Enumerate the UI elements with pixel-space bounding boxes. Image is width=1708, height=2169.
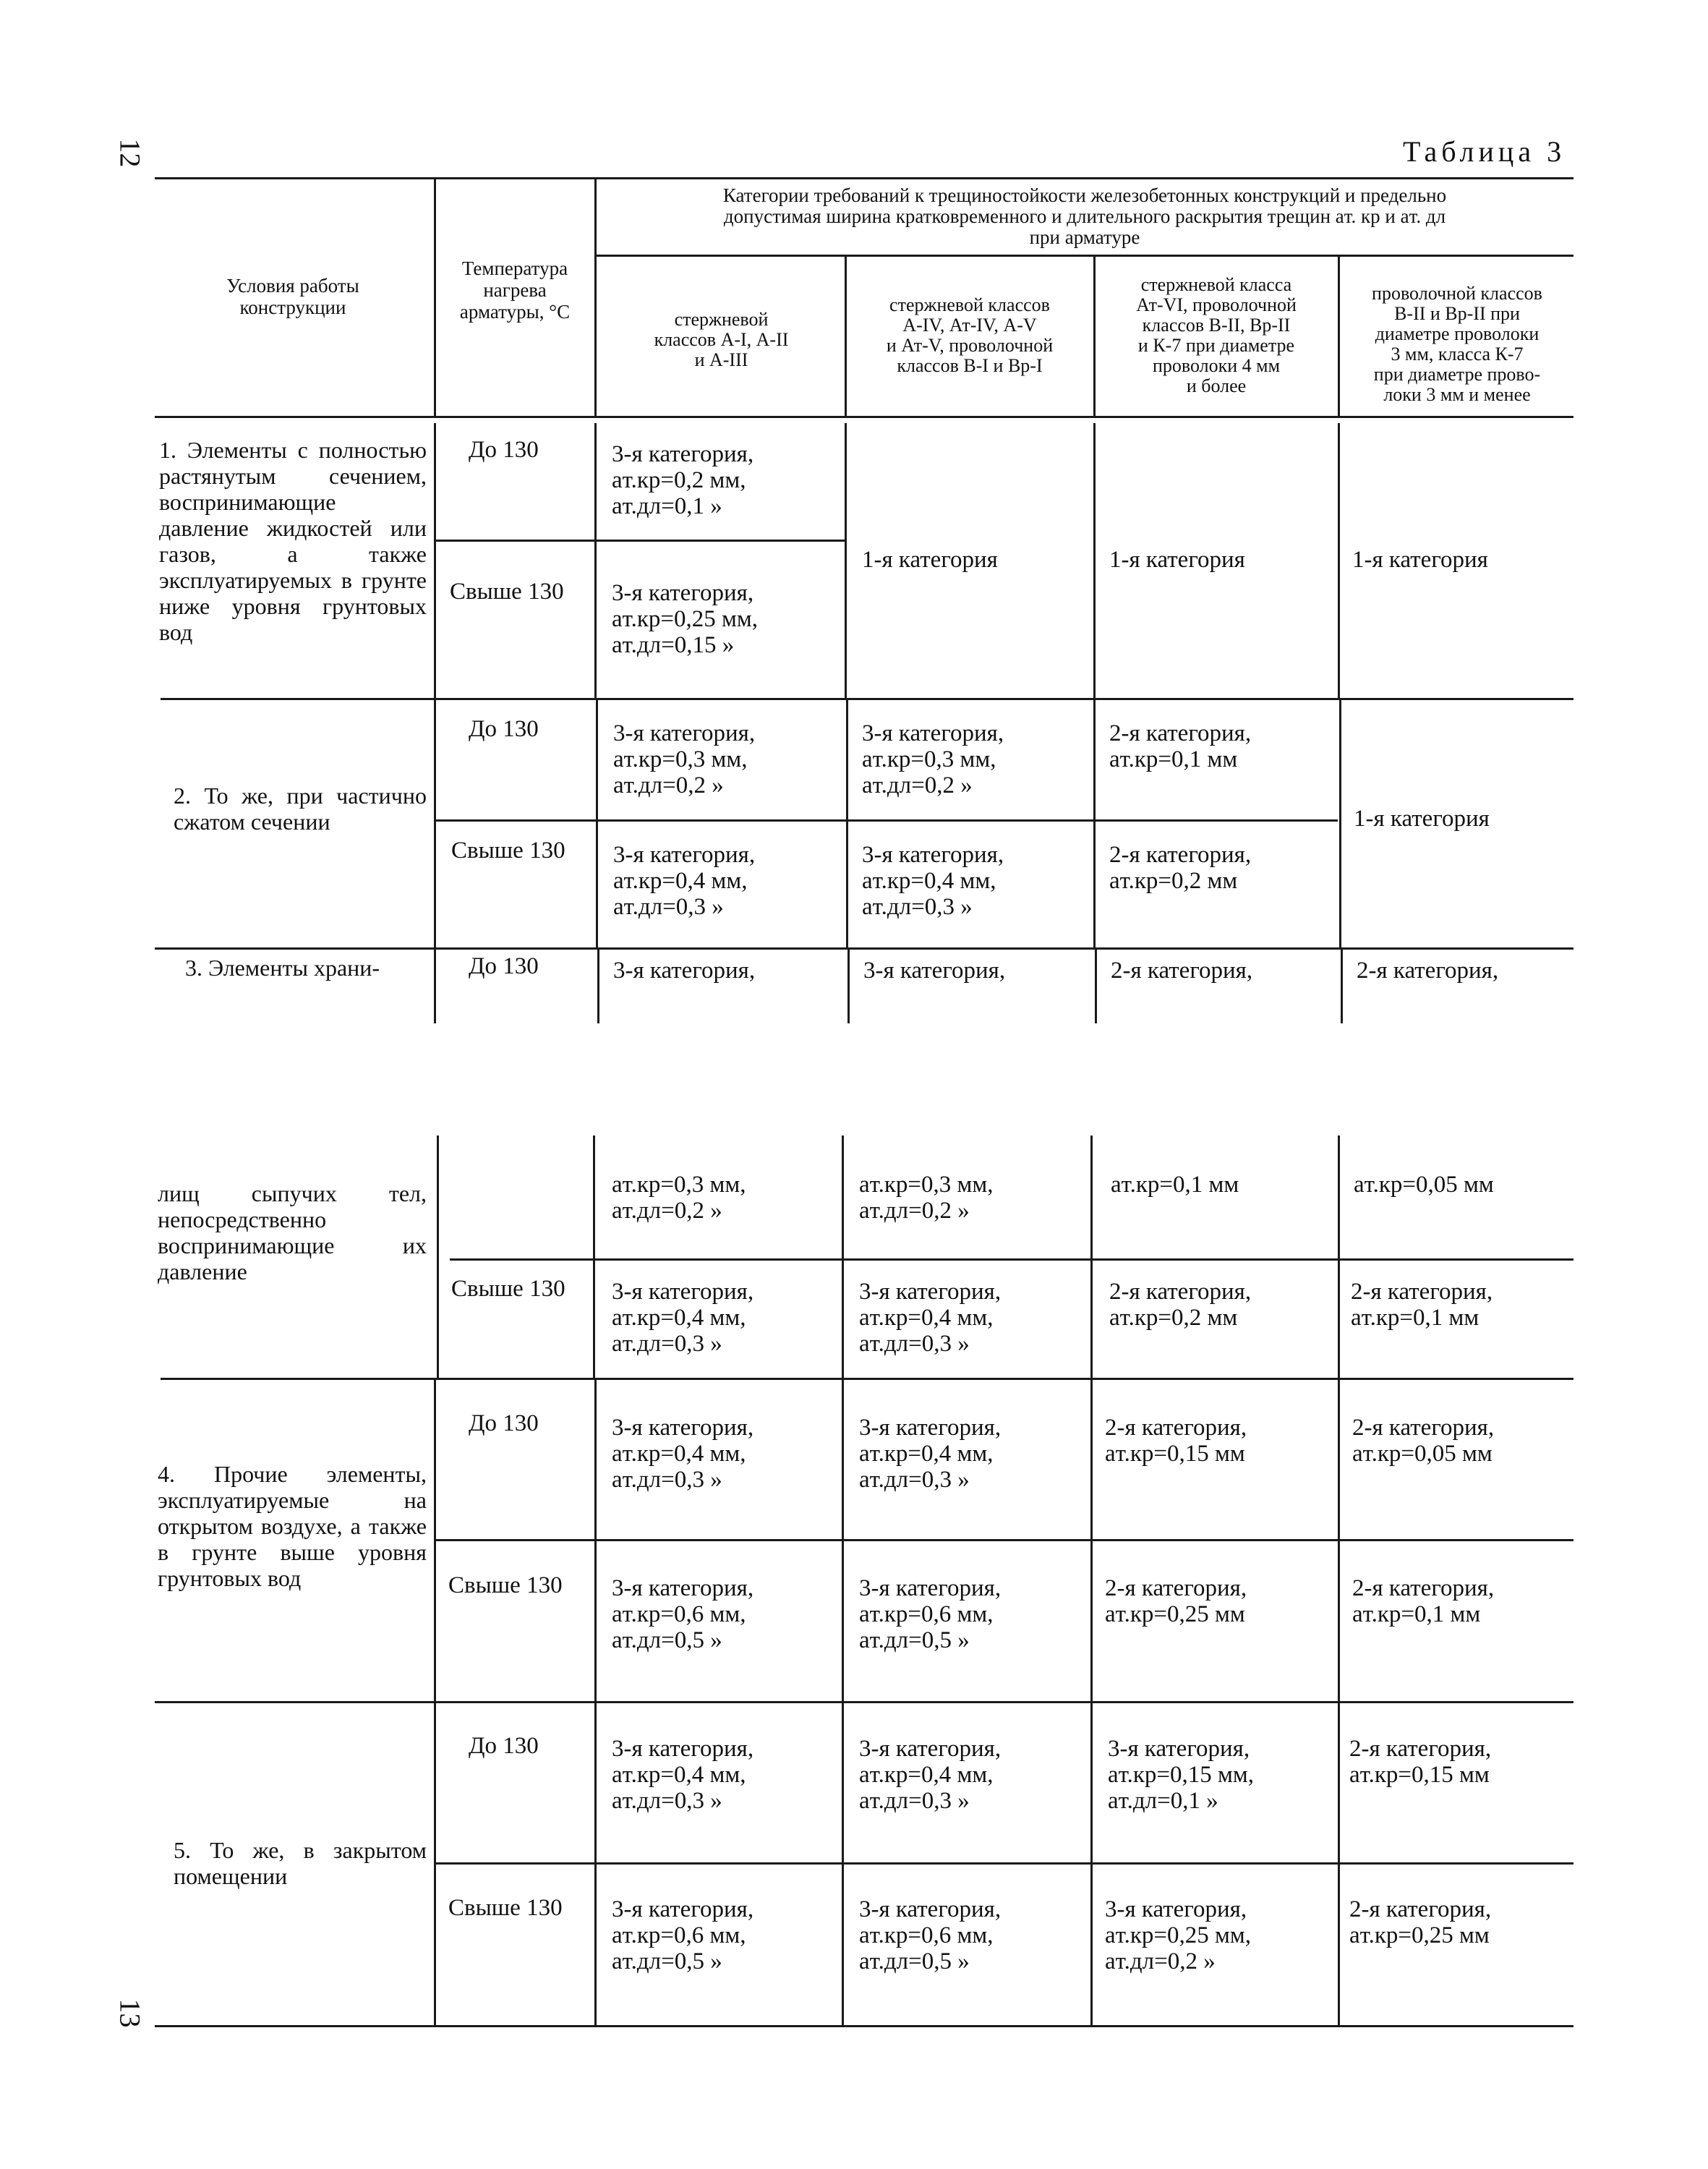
rule-bottom — [155, 2025, 1574, 2027]
vline-h-temp — [434, 179, 436, 416]
row3-c4-top: 2-я категория, — [1357, 958, 1499, 984]
vline-r4-c1 — [594, 1380, 597, 1701]
row4-c1-2: 3-я категория, aт.кр=0,6 мм, aт.дл=0,5 » — [612, 1575, 754, 1653]
vline-r3b-temp — [437, 1135, 439, 1378]
vline-r2-c1 — [596, 700, 598, 947]
vline-r4-c2 — [842, 1380, 844, 1701]
rule-r1-mid — [435, 540, 845, 542]
row1-condition: 1. Элементы с полностью растянутым сечением, воспринимающие давление жидкостей или газов, а также эксплуатируемых в грунте ниже уровня грунтовых вод — [159, 437, 427, 645]
row2-temp-2: Свыше 130 — [451, 838, 565, 864]
vline-r5-c4 — [1338, 1703, 1340, 2025]
rule-r1-bottom — [161, 698, 1574, 700]
vline-r1-c3 — [1093, 423, 1096, 698]
row4-condition: 4. Прочие элементы, эксплуатируемые на открытом воздухе, а также в грунте выше уровня грунтовых вод — [158, 1461, 427, 1591]
vline-r3b-c1 — [593, 1135, 595, 1378]
row2-c4-merged: 1-я категория — [1354, 806, 1490, 832]
vline-r5-c1 — [594, 1703, 597, 2025]
vline-r3a-c4 — [1341, 950, 1343, 1023]
row4-c2-2: 3-я категория, aт.кр=0,6 мм, aт.дл=0,5 » — [859, 1575, 1002, 1653]
vline-r5-temp — [434, 1703, 436, 2025]
page-number-top: 12 — [114, 138, 147, 168]
row5-c4-1: 2-я категория, aт.кр=0,15 мм — [1349, 1736, 1492, 1788]
header-col4: проволочной классов В-II и Вр-II при диаметре проволоки 3 мм, класса К-7 при диаметре прово- локи 3 мм и менее — [1372, 283, 1542, 405]
vline-r3a-c2 — [847, 950, 850, 1023]
vline-r2-c2 — [846, 700, 848, 947]
header-col3: стержневой класса Ат-VI, проволочной классов В-II, Вр-II и К-7 при диаметре проволоки 4 мм и более — [1136, 274, 1297, 396]
vline-r5-c3 — [1090, 1703, 1093, 2025]
row5-c2-2: 3-я категория, aт.кр=0,6 мм, aт.дл=0,5 » — [859, 1896, 1002, 1974]
row4-temp-1: До 130 — [469, 1410, 539, 1436]
page-number-bottom: 13 — [114, 1998, 147, 2028]
vline-r3a-c1 — [597, 950, 599, 1023]
row5-c3-2: 3-я категория, aт.кр=0,25 мм, aт.дл=0,2 » — [1105, 1896, 1251, 1974]
row3-c3-1: aт.кр=0,1 мм — [1111, 1172, 1239, 1198]
vline-r3b-c4 — [1338, 1135, 1340, 1378]
row3-c2-top: 3-я категория, — [863, 958, 1006, 984]
row3-condition-part2: лищ сыпучих тел, непосредственно воспринимающие их давление — [158, 1180, 427, 1284]
rule-r5-mid — [435, 1862, 1574, 1865]
row5-c3-1: 3-я категория, aт.кр=0,15 мм, aт.дл=0,1 » — [1108, 1736, 1254, 1814]
header-col2: стержневой классов А-IV, Ат-IV, А-V и Ат-V, проволочной классов В-I и Вр-I — [886, 294, 1054, 376]
row4-c2-1: 3-я категория, aт.кр=0,4 мм, aт.дл=0,3 » — [859, 1415, 1002, 1493]
row3-c2-2: 3-я категория, aт.кр=0,4 мм, aт.дл=0,3 » — [859, 1279, 1002, 1357]
vline-r1-temp — [434, 423, 436, 698]
row2-c1-2: 3-я категория, aт.кр=0,4 мм, aт.дл=0,3 » — [613, 842, 756, 920]
vline-h-cat — [594, 179, 597, 416]
row3-temp-1: До 130 — [469, 953, 539, 979]
rule-header-sub — [594, 255, 1574, 257]
vline-r4-c3 — [1090, 1380, 1093, 1701]
vline-r3b-c2 — [842, 1135, 844, 1378]
row3-c4-2: 2-я категория, aт.кр=0,1 мм — [1351, 1279, 1493, 1331]
rule-r3-bottom — [161, 1378, 1574, 1380]
rule-r2-bottom — [155, 947, 1574, 950]
row3-c3-top: 2-я категория, — [1111, 958, 1253, 984]
row2-c3-2: 2-я категория, aт.кр=0,2 мм — [1109, 842, 1252, 894]
rule-r3-mid — [450, 1258, 1574, 1261]
rule-r4-mid — [435, 1539, 1574, 1541]
vline-h-c2 — [845, 257, 847, 416]
row2-c2-1: 3-я категория, aт.кр=0,3 мм, aт.дл=0,2 » — [862, 720, 1004, 798]
row3-c4-1: aт.кр=0,05 мм — [1354, 1172, 1494, 1198]
row1-c1-2: 3-я категория, aт.кр=0,25 мм, aт.дл=0,15 » — [612, 580, 758, 658]
row1-c4-merged: 1-я категория — [1352, 547, 1488, 573]
row5-temp-1: До 130 — [469, 1733, 539, 1759]
row1-c1-1: 3-я категория, aт.кр=0,2 мм, aт.дл=0,1 » — [612, 441, 754, 519]
row1-c2-merged: 1-я категория — [862, 547, 998, 573]
vline-r3a-c3 — [1095, 950, 1097, 1023]
row4-temp-2: Свыше 130 — [448, 1572, 563, 1598]
row5-c2-1: 3-я категория, aт.кр=0,4 мм, aт.дл=0,3 » — [859, 1736, 1002, 1814]
row1-c3-merged: 1-я категория — [1109, 547, 1245, 573]
row5-c1-2: 3-я категория, aт.кр=0,6 мм, aт.дл=0,5 » — [612, 1896, 754, 1974]
row4-c4-2: 2-я категория, aт.кр=0,1 мм — [1352, 1575, 1495, 1627]
vline-r2-temp — [434, 700, 436, 947]
row2-condition: 2. То же, при частично сжатом сечении — [174, 783, 427, 835]
row3-c1-1: aт.кр=0,3 мм, aт.дл=0,2 » — [612, 1172, 746, 1224]
row3-condition-part1: 3. Элементы храни- — [185, 955, 380, 981]
row2-c1-1: 3-я категория, aт.кр=0,3 мм, aт.дл=0,2 » — [613, 720, 756, 798]
vline-r1-c4 — [1338, 423, 1340, 698]
row3-c2-1: aт.кр=0,3 мм, aт.дл=0,2 » — [859, 1172, 994, 1224]
row4-c1-1: 3-я категория, aт.кр=0,4 мм, aт.дл=0,3 » — [612, 1415, 754, 1493]
vline-h-c3 — [1093, 257, 1096, 416]
vline-r1-c1 — [594, 423, 597, 698]
rule-top — [155, 177, 1574, 179]
header-conditions: Условия работы конструкции — [226, 275, 359, 318]
row5-c4-2: 2-я категория, aт.кр=0,25 мм — [1349, 1896, 1492, 1948]
row4-c4-1: 2-я категория, aт.кр=0,05 мм — [1352, 1415, 1495, 1467]
row5-temp-2: Свыше 130 — [448, 1895, 563, 1921]
header-temperature: Температура нагрева арматуры, °С — [459, 257, 571, 323]
vline-r2-c3 — [1093, 700, 1096, 947]
header-categories: Категории требований к трещиностойкости железобетонных конструкций и предельно допустимая ширина кратковременного и длительного раскрытия трещин aт. кр и aт. дл при арматуре — [722, 184, 1447, 248]
vline-r3b-c3 — [1090, 1135, 1093, 1378]
vline-h-c4 — [1338, 257, 1340, 416]
rule-r2-mid — [435, 819, 1338, 822]
row5-c1-1: 3-я категория, aт.кр=0,4 мм, aт.дл=0,3 » — [612, 1736, 754, 1814]
row2-c3-1: 2-я категория, aт.кр=0,1 мм — [1109, 720, 1252, 772]
vline-r3a-temp — [434, 950, 436, 1023]
vline-r1-c2 — [845, 423, 847, 698]
row4-c3-2: 2-я категория, aт.кр=0,25 мм — [1105, 1575, 1247, 1627]
vline-r5-c2 — [842, 1703, 844, 2025]
row3-c1-top: 3-я категория, — [613, 958, 756, 984]
table-caption: Таблица 3 — [1403, 135, 1566, 168]
row2-temp-1: До 130 — [469, 716, 539, 742]
vline-r4-temp — [434, 1380, 436, 1701]
rule-r4-bottom — [155, 1701, 1574, 1703]
vline-r4-c4 — [1338, 1380, 1340, 1701]
rule-header-bottom — [155, 416, 1574, 418]
row2-c2-2: 3-я категория, aт.кр=0,4 мм, aт.дл=0,3 » — [862, 842, 1004, 920]
header-col1: стержневой классов А-I, А-II и А-III — [654, 309, 789, 370]
row3-c3-2: 2-я категория, aт.кр=0,2 мм — [1109, 1279, 1252, 1331]
row5-condition: 5. То же, в закрытом помещении — [174, 1837, 427, 1889]
row3-c1-2: 3-я категория, aт.кр=0,4 мм, aт.дл=0,3 » — [612, 1279, 754, 1357]
row1-temp-2: Свыше 130 — [450, 579, 564, 605]
row1-temp-1: До 130 — [469, 437, 539, 463]
row4-c3-1: 2-я категория, aт.кр=0,15 мм — [1105, 1415, 1247, 1467]
vline-r2-c4 — [1339, 700, 1341, 947]
row3-temp-2: Свыше 130 — [451, 1276, 565, 1302]
